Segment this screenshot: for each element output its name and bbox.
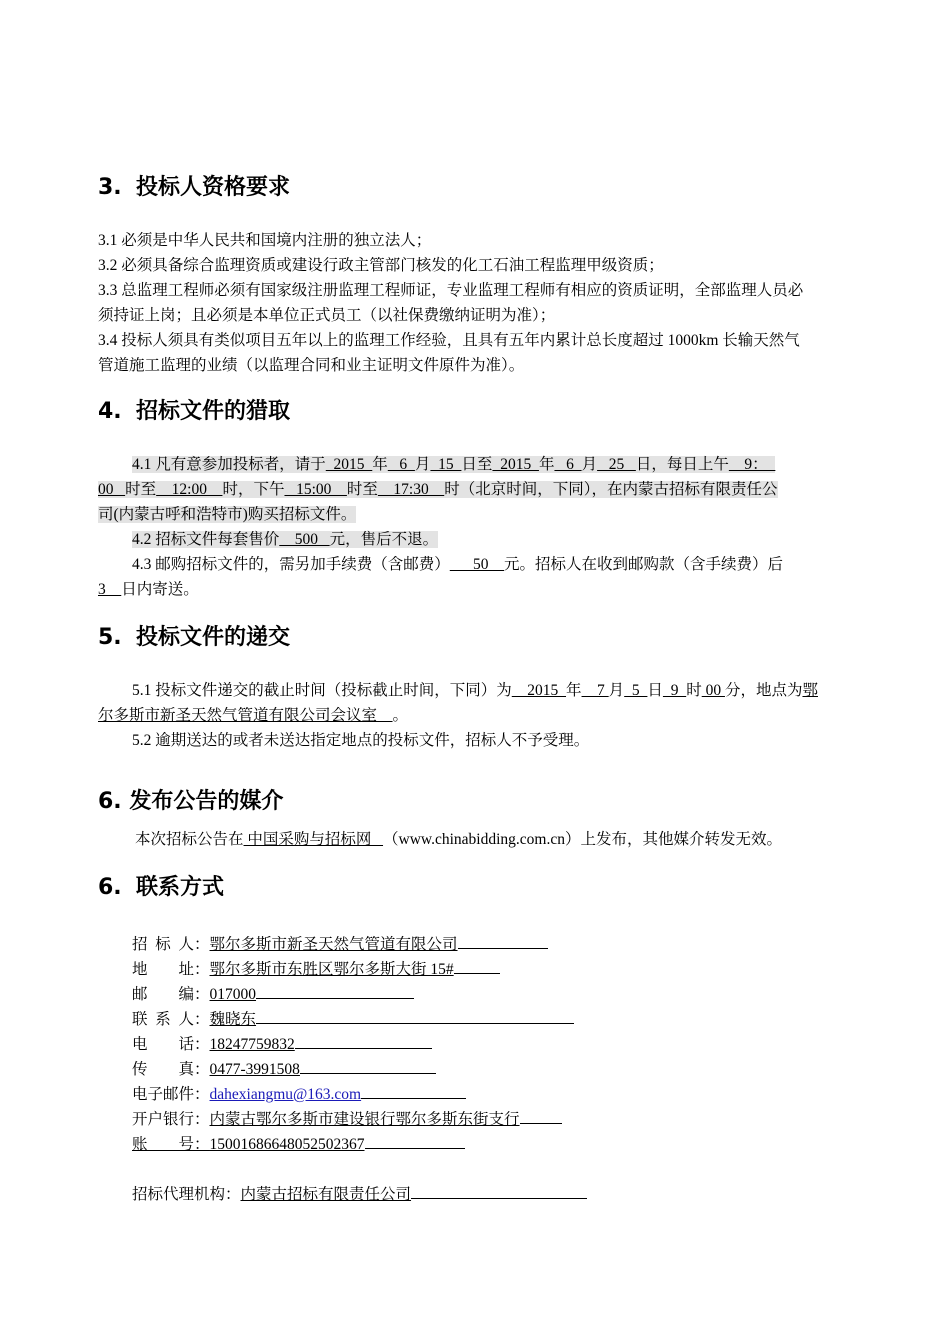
contact-label: 电子邮件： [132, 1086, 210, 1103]
underline-blank [256, 1006, 574, 1024]
text: 4.3 邮购招标文件的，需另加手续费（含邮费） [132, 556, 450, 573]
deadline-day: 5 [624, 682, 648, 699]
underline-blank [361, 1081, 466, 1099]
morning-end-time: 12:00 [156, 481, 223, 498]
paragraph-4-1-line2 [98, 480, 778, 500]
document-price: 500 [279, 531, 330, 548]
media-paragraph [135, 830, 782, 850]
contact-row-fax [132, 1056, 436, 1080]
text: 4.2 招标文件每套售价 [132, 531, 280, 548]
paragraph-3-4-line1: 3.4 投标人须具有类似项目五年以上的监理工作经验，且具有五年内累计总长度超过 1000km 长输天然气 [98, 332, 800, 349]
text: 时至 [346, 481, 378, 498]
section-number: 3. [98, 175, 122, 200]
contact-row-phone [132, 1031, 432, 1055]
paragraph-3-3-line2: 须持证上岗；且必须是本单位正式员工（以社保费缴纳证明为准）； [98, 307, 556, 324]
highlighted-text [98, 481, 778, 498]
text: 日至 [461, 456, 493, 473]
contact-label: 电 话： [132, 1036, 210, 1053]
underline-blank [365, 1131, 465, 1149]
postage-fee: 50 [449, 556, 505, 573]
text: 年 [372, 456, 388, 473]
contact-value: 鄂尔多斯市东胜区鄂尔多斯大街 15# [209, 961, 454, 978]
contact-value: 18247759832 [209, 1036, 295, 1053]
section-number: 6. [98, 875, 122, 900]
paragraph-4-1-line1 [132, 455, 775, 475]
contact-label: 招 标 人： [132, 936, 210, 953]
paragraph-4-1-line3 [98, 505, 356, 525]
underline-blank [256, 981, 414, 999]
underline-blank [520, 1106, 562, 1124]
text: 日 [647, 682, 663, 699]
section-6-media-heading: 6. 发布公告的媒介 [98, 789, 284, 814]
paragraph-4-2 [132, 530, 438, 550]
contact-value: 内蒙古鄂尔多斯市建设银行鄂尔多斯东街支行 [209, 1111, 520, 1128]
contact-label: 传 真： [132, 1061, 210, 1078]
text: 时（北京时间，下同），在内蒙古招标有限责任公 [444, 481, 778, 498]
paragraph-5-2: 5.2 逾期送达的或者未送达指定地点的投标文件，招标人不予受理。 [132, 732, 590, 749]
afternoon-start-time: 15:00 [284, 481, 347, 498]
morning-start-time-cont: 00 [98, 481, 126, 498]
contact-row-account [132, 1131, 465, 1155]
email-link[interactable]: dahexiangmu@163.com [209, 1086, 362, 1103]
text: 日内寄送。 [121, 581, 199, 598]
highlighted-text [132, 456, 775, 473]
text: 本次招标公告在 [135, 831, 244, 848]
section-title: 联系方式 [136, 875, 225, 900]
paragraph-4-3-line2 [98, 580, 199, 600]
text: 日，每日上午 [635, 456, 729, 473]
text: 年 [538, 456, 555, 473]
highlighted-text: 司(内蒙古呼和浩特市)购买招标文件。 [98, 506, 357, 523]
underline-blank [300, 1056, 436, 1074]
afternoon-end-time: 17:30 [377, 481, 445, 498]
text: 时 [686, 682, 702, 699]
paragraph-3-4-line2: 管道施工监理的业绩（以监理合同和业主证明文件原件为准）。 [98, 357, 525, 374]
underline-blank [411, 1181, 587, 1199]
section-title: 投标文件的递交 [136, 625, 291, 650]
contact-label: 联 系 人： [132, 1011, 210, 1028]
media-name: 中国采购与招标网 [243, 831, 384, 848]
highlighted-text [132, 531, 438, 548]
section-3-heading [98, 174, 290, 202]
contact-row-email [132, 1081, 466, 1105]
contact-value: 017000 [209, 986, 257, 1003]
contact-label: 账 号： [132, 1136, 210, 1153]
contact-value: 鄂尔多斯市新圣天然气管道有限公司 [209, 936, 458, 953]
deadline-minute: 00 [701, 682, 725, 699]
end-day: 25 [597, 456, 636, 473]
end-month: 6 [554, 456, 582, 473]
start-day: 15 [430, 456, 462, 473]
section-6-contact-heading [98, 874, 224, 902]
location: 鄂 [802, 682, 818, 699]
text: 4.1 凡有意参加投标者，请于 [132, 456, 326, 473]
agency-value: 内蒙古招标有限责任公司 [240, 1186, 412, 1203]
deadline-month: 7 [581, 682, 609, 699]
contact-row-tenderer [132, 931, 548, 955]
paragraph-4-3-line1 [132, 555, 783, 575]
deadline-hour: 9 [662, 682, 687, 699]
section-5-heading [98, 624, 290, 652]
contact-value: 魏晓东 [209, 1011, 257, 1028]
text: 。 [392, 707, 409, 724]
contact-value: 0477-3991508 [209, 1061, 300, 1078]
agency-label: 招标代理机构： [132, 1186, 241, 1203]
text: 月 [581, 456, 598, 473]
section-4-heading [98, 398, 290, 426]
paragraph-5-1-line1 [132, 681, 818, 701]
text: 时至 [125, 481, 157, 498]
section-number: 4. [98, 399, 122, 424]
morning-start-time: 9： [728, 456, 776, 473]
text: 月 [414, 456, 431, 473]
contact-row-contact-person [132, 1006, 574, 1030]
section-title: 招标文件的猎取 [136, 399, 291, 424]
underline-blank [458, 931, 548, 949]
contact-label: 邮 编： [132, 986, 210, 1003]
paragraph-3-2: 3.2 必须具备综合监理资质或建设行政主管部门核发的化工石油工程监理甲级资质； [98, 257, 664, 274]
text: 年 [566, 682, 582, 699]
deadline-year: 2015 [511, 682, 567, 699]
underline-blank [454, 956, 500, 974]
end-year: 2015 [492, 456, 539, 473]
contact-value: 15001686648052502367 [209, 1136, 365, 1153]
text: 月 [608, 682, 625, 699]
contact-row-postcode [132, 981, 414, 1005]
text: 5.1 投标文件递交的截止时间（投标截止时间，下同）为 [132, 682, 512, 699]
start-month: 6 [387, 456, 415, 473]
text: 分，地点为 [724, 682, 803, 699]
section-title: 投标人资格要求 [136, 175, 291, 200]
underline-blank [295, 1031, 432, 1049]
text: 元，售后不退。 [329, 531, 439, 548]
contact-label: 地 址： [132, 961, 210, 978]
paragraph-3-3-line1: 3.3 总监理工程师必须有国家级注册监理工程师证，专业监理工程师有相应的资质证明，全部监理人员必 [98, 282, 804, 299]
paragraph-3-1: 3.1 必须是中华人民共和国境内注册的独立法人； [98, 232, 432, 249]
contact-row-bank [132, 1106, 562, 1130]
text: 元。招标人在收到邮购款（含手续费）后 [504, 556, 784, 573]
paragraph-5-1-line2 [98, 706, 408, 726]
location: 尔多斯市新圣天然气管道有限公司会议室 [98, 707, 393, 724]
contact-label: 开户银行： [132, 1111, 210, 1128]
agency-row [132, 1181, 587, 1205]
section-number: 5. [98, 625, 122, 650]
mailing-days: 3 [98, 581, 122, 598]
text: （www.chinabidding.com.cn）上发布，其他媒介转发无效。 [383, 831, 782, 848]
start-year: 2015 [325, 456, 373, 473]
text: 时，下午 [222, 481, 285, 498]
contact-row-address [132, 956, 500, 980]
